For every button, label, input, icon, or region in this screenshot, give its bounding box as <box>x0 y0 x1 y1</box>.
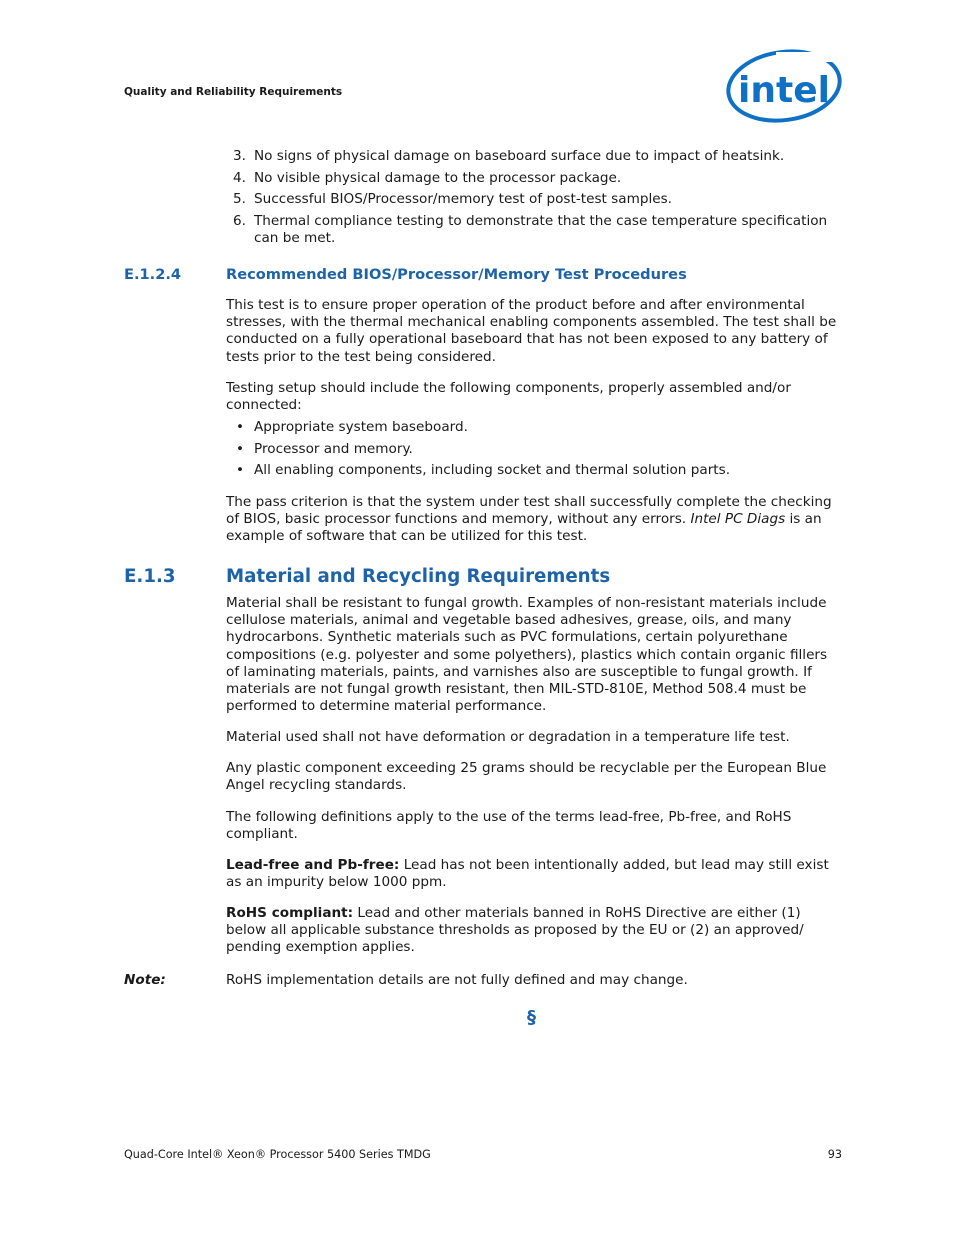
section-number: E.1.3 <box>124 566 176 587</box>
paragraph: Material shall be resistant to fungal growth. Examples of non-resistant materials include cellulose materials, animal and vegetable based adhesives, grease, oils, and many hydrocarbons. Synthetic materials such as PVC formulations, certain polyurethane compositions (e.g. polyester and some polyethers), plastics which contain organic fillers of laminating materials, paints, and varnishes also are susceptible to fungal growth. If materials are not fungal growth resistant, then MIL-STD-810E, Method 508.4 must be performed to determine material performance. <box>226 595 828 715</box>
list-text: Thermal compliance testing to demonstrate that the case temperature specification can be met. <box>254 213 828 247</box>
paragraph-text: is an example of software that can be utilized for this test. <box>226 511 822 545</box>
intel-logo-text: intel <box>738 70 830 111</box>
bullet-text: All enabling components, including socket and thermal solution parts. <box>254 462 731 478</box>
bullet-text: Appropriate system baseboard. <box>254 419 468 435</box>
list-text: No visible physical damage to the processor package. <box>254 170 622 186</box>
definition-lead-free <box>226 857 842 891</box>
bullet-text: Processor and memory. <box>254 441 413 457</box>
section-number: E.1.2.4 <box>124 266 182 283</box>
section-heading: Recommended BIOS/Processor/Memory Test Procedures <box>226 266 687 283</box>
note-text: RoHS implementation details are not fully defined and may change. <box>226 972 688 988</box>
definition-term: RoHS compliant: <box>226 905 354 921</box>
running-header: Quality and Reliability Requirements <box>124 86 343 98</box>
section-end-mark: § <box>527 1007 536 1028</box>
paragraph: Material used shall not have deformation or degradation in a temperature life test. <box>226 729 790 745</box>
section-heading: Material and Recycling Requirements <box>226 566 611 587</box>
paragraph: The following definitions apply to the use of the terms lead-free, Pb-free, and RoHS compliant. <box>226 809 792 843</box>
footer-title: Quad-Core Intel® Xeon® Processor 5400 Series TMDG <box>124 1148 431 1161</box>
paragraph-text: The pass criterion is that the system under test shall successfully complete the checking of BIOS, basic processor functions and memory, without any errors. <box>226 494 832 528</box>
definition-text: Lead has not been intentionally added, but lead may still exist as an impurity below 1000 ppm. <box>226 857 829 891</box>
list-number: 5. <box>233 191 246 207</box>
list-number: 6. <box>233 213 246 229</box>
list-number: 3. <box>233 148 246 164</box>
paragraph: Any plastic component exceeding 25 grams should be recyclable per the European Blue Angel recycling standards. <box>226 760 827 794</box>
intel-logo <box>724 48 844 128</box>
list-text: Successful BIOS/Processor/memory test of post-test samples. <box>254 191 673 207</box>
definition-rohs <box>226 905 842 957</box>
paragraph <box>226 494 842 546</box>
note-label: Note: <box>124 972 166 988</box>
bullet-icon: • <box>236 462 245 478</box>
list-text: No signs of physical damage on baseboard surface due to impact of heatsink. <box>254 148 785 164</box>
software-name: Intel PC Diags <box>690 511 786 528</box>
paragraph: This test is to ensure proper operation of the product before and after environmental stresses, with the thermal mechanical enabling components assembled. The test shall be conducted on a fully operational baseboard that has not been exposed to any battery of tests prior to the test being considered. <box>226 297 837 365</box>
definition-term: Lead-free and Pb-free: <box>226 857 400 873</box>
paragraph: Testing setup should include the following components, properly assembled and/or connected: <box>226 380 791 414</box>
bullet-icon: • <box>236 419 245 435</box>
page-number: 93 <box>827 1148 842 1161</box>
bullet-icon: • <box>236 441 245 457</box>
list-number: 4. <box>233 170 246 186</box>
definition-text: Lead and other materials banned in RoHS Directive are either (1) below all applicable substance thresholds as proposed by the EU or (2) an approved/ pending exemption applies. <box>226 905 804 956</box>
